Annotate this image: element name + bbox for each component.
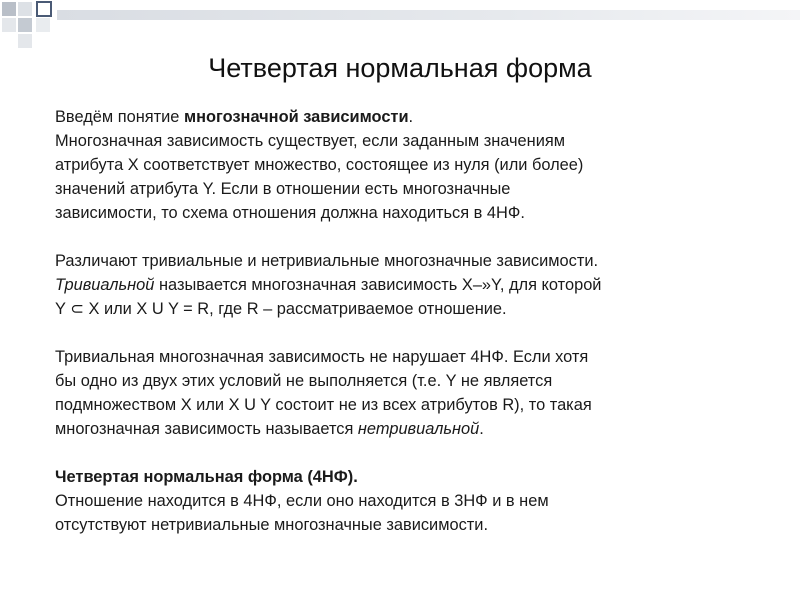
text-line: бы одно из двух этих условий не выполняется (т.е. Y не является	[55, 372, 553, 390]
decor-square	[36, 1, 52, 17]
paragraph-nontrivial	[55, 345, 755, 441]
text-run: .	[408, 108, 414, 126]
text-line: Многозначная зависимость существует, если заданным значениям	[55, 132, 566, 150]
bold-term: многозначной зависимости	[183, 108, 409, 126]
bold-heading: Четвертая нормальная форма (4НФ).	[55, 468, 358, 486]
decor-square	[18, 18, 32, 32]
text-line: отсутствуют нетривиальные многозначные зависимости.	[55, 516, 489, 534]
text-line: Тривиальная многозначная зависимость не нарушает 4НФ. Если хотя	[55, 348, 589, 366]
decor-square	[2, 18, 16, 32]
header-decoration	[0, 0, 800, 48]
text-line: подмножеством X или X U Y состоит не из всех атрибутов R), то такая	[55, 396, 592, 414]
section-heading	[55, 465, 755, 489]
text-line: зависимости, то схема отношения должна находиться в 4НФ.	[55, 204, 525, 222]
italic-term: Тривиальной	[55, 276, 155, 294]
slide-body	[55, 105, 755, 537]
text-run: .	[479, 420, 484, 438]
text-run: Введём понятие	[55, 108, 184, 126]
text-run: называется многозначная зависимость X–»Y, для которой	[154, 276, 602, 294]
paragraph-4nf	[55, 465, 755, 537]
text-line: Различают тривиальные и нетривиальные многозначные зависимости.	[55, 252, 599, 270]
text-line	[55, 417, 755, 441]
text-line: Y ⊂ X или X U Y = R, где R – рассматриваемое отношение.	[55, 300, 507, 318]
text-line: Отношение находится в 4НФ, если оно находится в 3НФ и в нем	[55, 492, 549, 510]
text-line	[55, 273, 755, 297]
text-line	[55, 105, 755, 129]
header-band	[57, 10, 800, 20]
italic-term: нетривиальной	[357, 420, 480, 438]
decor-square	[36, 18, 50, 32]
decor-square	[18, 34, 32, 48]
paragraph-trivial	[55, 249, 755, 321]
decor-square	[18, 2, 32, 16]
paragraph-definition	[55, 105, 755, 225]
slide-title: Четвертая нормальная форма	[208, 53, 592, 83]
decor-square	[2, 2, 16, 16]
text-line: атрибута X соответствует множество, состоящее из нуля (или более)	[55, 156, 584, 174]
text-run: многозначная зависимость называется	[55, 420, 358, 438]
text-line: значений атрибута Y. Если в отношении есть многозначные	[55, 180, 511, 198]
